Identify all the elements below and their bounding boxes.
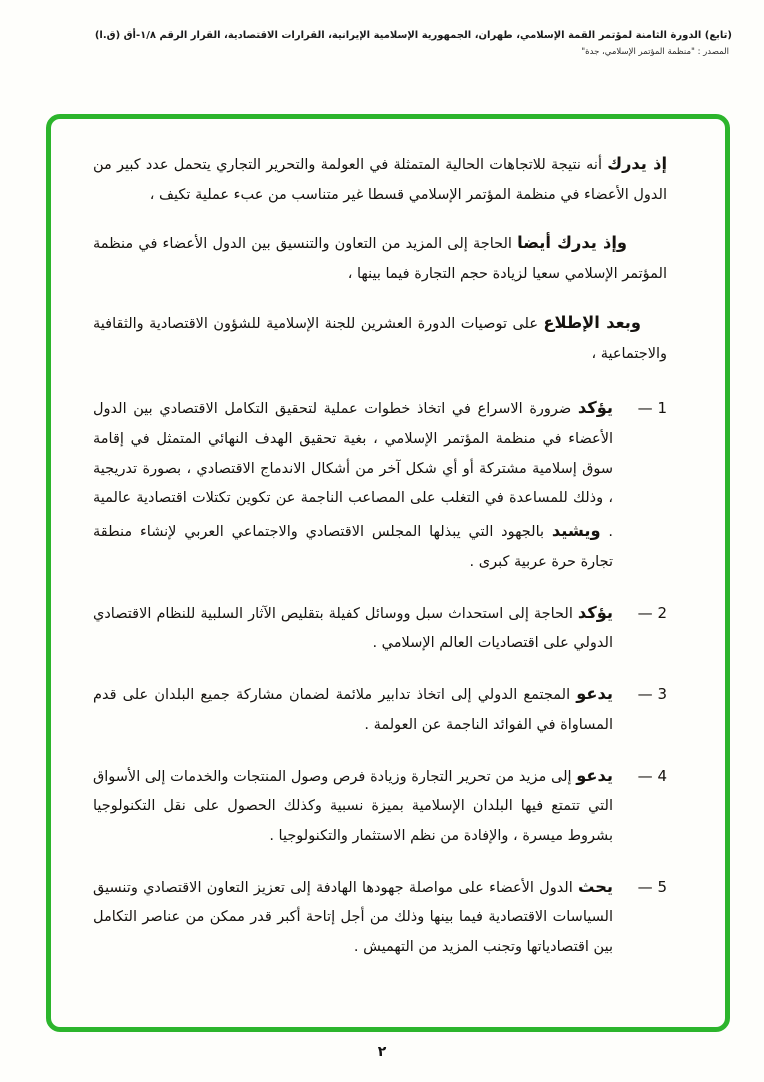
item-lead: ويشيد [551, 521, 601, 541]
header-source: المصدر : "منظمة المؤتمر الإسلامي، جدة" [581, 47, 729, 57]
item-lead: يؤكد [577, 602, 613, 622]
preamble-paragraph [93, 147, 667, 210]
item-text [93, 870, 613, 963]
item-text: إلى مزيد من تحرير التجارة وزيادة فرص وصول المنتجات والخدمات إلى الأسواق التي تتمتع فيها البلدان الإسلامية بميزة نسبية وكذلك الحصول على نقل التكنولوجيا بشروط ميسرة ، والإفادة من نظم الاستثمار والتكنولوجيا . [93, 768, 613, 844]
page-number: ٢ [377, 1044, 387, 1060]
item-text [93, 391, 613, 577]
resolution-item [93, 759, 667, 852]
item-lead: يؤكد [577, 398, 613, 418]
paragraph-lead: إذ يدرك [607, 154, 668, 173]
resolution-item [93, 870, 667, 963]
preamble-paragraph [93, 226, 667, 289]
resolution-items [93, 391, 667, 963]
item-number: 5 — [637, 877, 667, 896]
item-text: المجتمع الدولي إلى اتخاذ تدابير ملائمة لضمان مشاركة جميع البلدان على قدم المساواة في الفوائد الناجمة عن العولمة . [93, 687, 613, 733]
paragraph-text: على توصيات الدورة العشرين للجنة الإسلامية للشؤون الاقتصادية والثقافية والاجتماعية ، [93, 315, 667, 362]
document-body [51, 119, 725, 989]
item-number: 2 — [637, 603, 667, 622]
preamble-paragraphs [93, 147, 667, 369]
paragraph-lead: وبعد الإطلاع [543, 312, 641, 332]
document-header [0, 0, 764, 57]
resolution-item [93, 677, 667, 740]
item-text: بالجهود التي يبذلها المجلس الاقتصادي والاجتماعي العربي لإنشاء منطقة تجارة حرة عربية كبرى . [93, 524, 613, 570]
paragraph-text: أنه نتيجة للاتجاهات الحالية المتمثلة في العولمة والتحرير التجاري يتحمل عدد كبير من الدول الأعضاء في منظمة المؤتمر الإسلامي قسطا غير متناسب من عبء عملية تكيف ، [93, 157, 667, 203]
paragraph-lead: وإذ يدرك أيضا [517, 233, 628, 253]
item-text [93, 759, 613, 852]
item-text [93, 677, 613, 740]
item-number: 1 — [637, 399, 667, 418]
item-number: 4 — [637, 766, 667, 785]
item-text: ضرورة الاسراع في اتخاذ خطوات عملية لتحقيق التكامل الاقتصادي بين الدول الأعضاء في منظمة المؤتمر الإسلامي ، بغية تحقيق الهدف النهائي المتمثل في إقامة سوق إسلامية مشتركة أو أي شكل آخر من أشكال الاندماج الاقتصادي ، بصورة تدريجية ، وذلك للمساعدة في التغلب على المصاعب الناجمة عن تكوين تكتلات اقتصادية عالمية . [93, 401, 613, 541]
preamble-paragraph [93, 306, 667, 369]
resolution-item [93, 596, 667, 659]
paragraph-text: الحاجة إلى المزيد من التعاون والتنسيق بين الدول الأعضاء في منظمة المؤتمر الإسلامي سعيا لزيادة حجم التجارة فيما بينها ، [93, 236, 667, 283]
item-lead: يدعو [576, 684, 613, 704]
item-text: الحاجة إلى استحداث سبل ووسائل كفيلة بتقليص الآثار السلبية للنظام الاقتصادي الدولي على اقتصاديات العالم الإسلامي . [93, 605, 613, 652]
item-lead: يحث [578, 876, 614, 896]
item-text: الدول الأعضاء على مواصلة جهودها الهادفة إلى تعزيز التعاون الاقتصادي وتنسيق السياسات الاقتصادية فيما بينها وذلك من أجل إتاحة أكبر قدر ممكن من عناصر التكامل بين اقتصادياتها وتجنب المزيد من التهميش . [93, 879, 613, 956]
item-text [93, 596, 613, 659]
item-lead: يدعو [576, 765, 613, 785]
item-number: 3 — [637, 685, 667, 704]
header-citation: (تابع) الدورة الثامنة لمؤتمر القمة الإسلامي، طهران، الجمهورية الإسلامية الإيرانية، القرارات الاقتصادية، القرار الرقم ١/٨-أق (ق.ا) [94, 30, 732, 41]
document-frame [46, 114, 730, 1032]
resolution-item [93, 391, 667, 577]
